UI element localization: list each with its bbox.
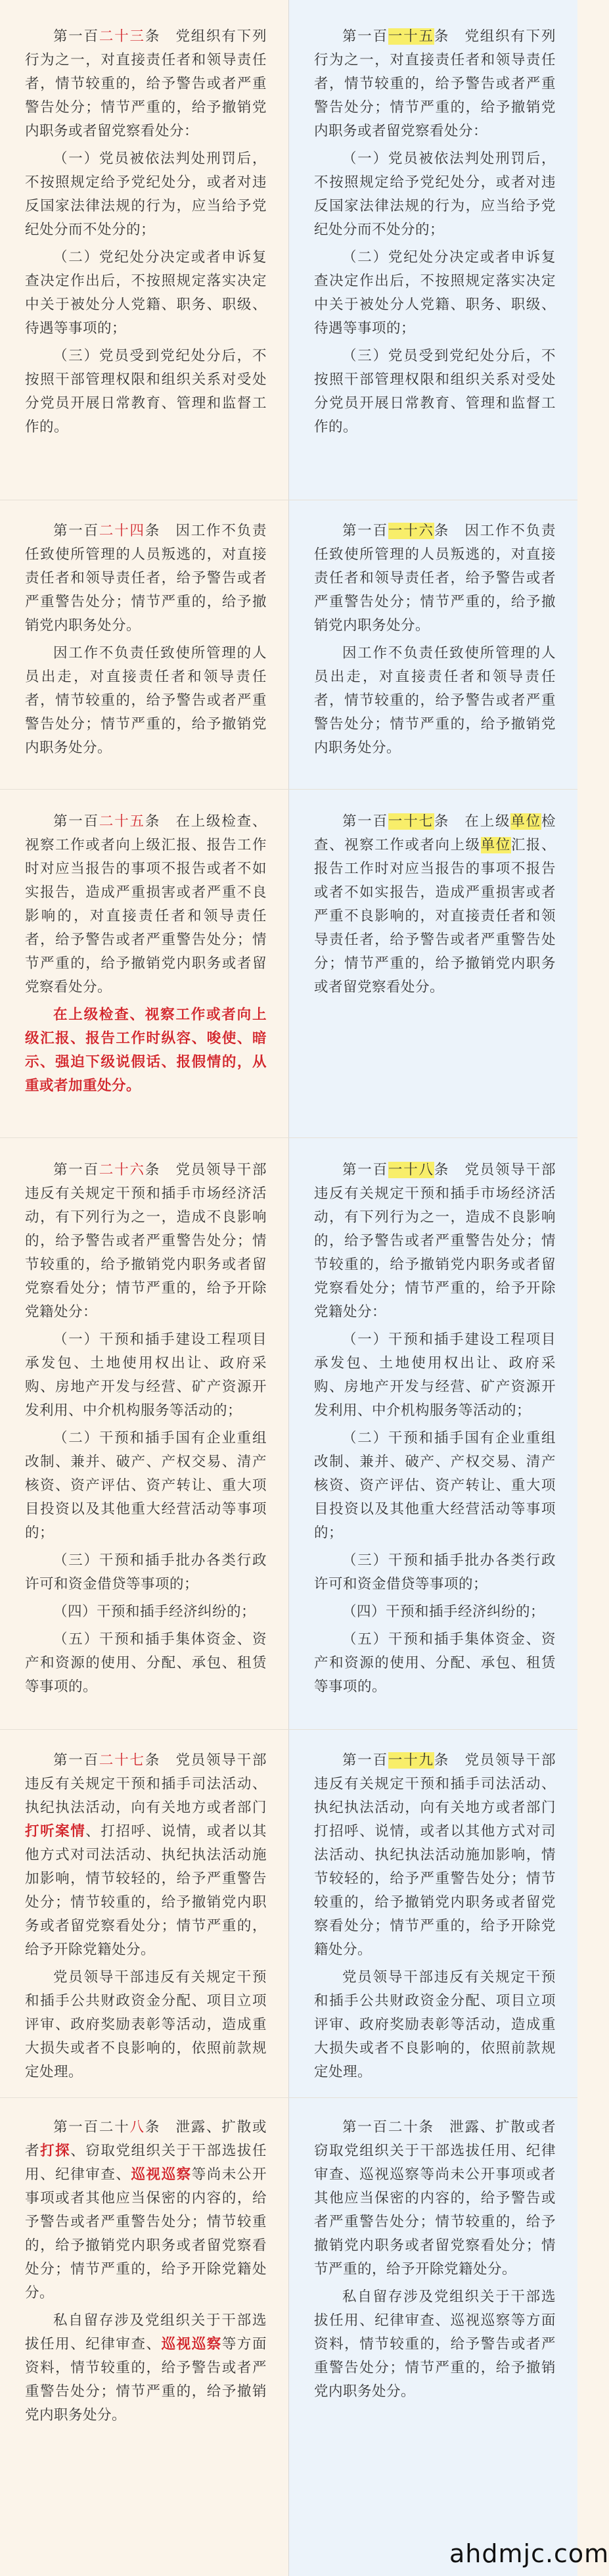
article-paragraph: 党员领导干部违反有关规定干预和插手公共财政资金分配、项目立项评审、政府奖励表彰等活动，造成重大损失或者不良影响的，依照前款规定处理。	[25, 1969, 267, 2080]
article-paragraph: 第一百二十四条 因工作不负责任致使所管理的人员叛逃的，对直接责任者和领导责任者，给予警告或者严重警告处分；情节严重的，给予撤销党内职务处分。	[25, 523, 267, 634]
list-item: （三）干预和插手批办各类行政许可和资金借贷等事项的；	[25, 1552, 267, 1592]
article-115	[314, 25, 556, 443]
article-paragraph: 第一百二十条 泄露、扩散或者窃取党组织关于干部选拔任用、纪律审查、巡视巡察等尚未公开事项或者其他应当保密的内容的，给予警告或者严重警告处分；情节较重的，给予撤销党内职务或者留党察看处分；情节严重的，给予开除党籍处分。	[314, 2119, 556, 2278]
row-separator	[0, 1729, 577, 1730]
list-item: （一）党员被依法判处刑罚后，不按照规定给予党纪处分，或者对违反国家法律法规的行为，应当给予党纪处分而不处分的；	[314, 151, 556, 238]
article-number: 二十四	[99, 523, 145, 539]
article-number: 二十七	[99, 1752, 145, 1769]
article-paragraph: 私自留存涉及党组织关于干部选拔任用、纪律审查、巡视巡察等方面资料，情节较重的，给予警告或者严重警告处分；情节严重的，给予撤销党内职务处分。	[25, 2312, 267, 2423]
list-item: （五）干预和插手集体资金、资产和资源的使用、分配、承包、租赁等事项的。	[314, 1631, 556, 1695]
article-paragraph: 第一百二十三条 党组织有下列行为之一，对直接责任者和领导责任者，情节较重的，给予警告或者严重警告处分；情节严重的，给予撤销党内职务或者留党察看处分：	[25, 28, 267, 139]
list-item: （一）党员被依法判处刑罚后，不按照规定给予党纪处分，或者对违反国家法律法规的行为，应当给予党纪处分而不处分的；	[25, 151, 267, 238]
article-paragraph: 因工作不负责任致使所管理的人员出走，对直接责任者和领导责任者，情节较重的，给予警告或者严重警告处分；情节严重的，给予撤销党内职务处分。	[25, 645, 267, 756]
highlighted-number: 一十八	[388, 1162, 434, 1178]
article-number: 二十五	[99, 813, 145, 830]
article-127	[25, 1749, 267, 2088]
highlighted-number: 一十七	[388, 813, 434, 830]
article-number: 二十三	[99, 28, 145, 45]
article-paragraph: 党员领导干部违反有关规定干预和插手公共财政资金分配、项目立项评审、政府奖励表彰等活动，造成重大损失或者不良影响的，依照前款规定处理。	[314, 1969, 556, 2080]
article-126	[25, 1158, 267, 1703]
article-paragraph: 第一百一十六条 因工作不负责任致使所管理的人员叛逃的，对直接责任者和领导责任者，给予警告或者严重警告处分；情节严重的，给予撤销党内职务处分。	[314, 523, 556, 634]
site-watermark: ahdmjc.com	[449, 2539, 609, 2568]
article-paragraph: 第一百一十五条 党组织有下列行为之一，对直接责任者和领导责任者，情节较重的，给予警告或者严重警告处分；情节严重的，给予撤销党内职务或者留党察看处分：	[314, 28, 556, 139]
list-item: （四）干预和插手经济纠纷的；	[342, 1604, 545, 1620]
column-divider	[288, 0, 289, 2576]
article-119	[314, 1749, 556, 2088]
row-separator	[0, 789, 577, 790]
highlighted-number: 一十五	[388, 28, 434, 45]
article-paragraph: 第一百二十七条 党员领导干部违反有关规定干预和插手司法活动、执纪执法活动，向有关地方或者部门打听案情、打招呼、说情，或者以其他方式对司法活动、执纪执法活动施加影响，情节较轻的，给予严重警告处分；情节较重的，给予撤销党内职务或者留党察看处分；情节严重的，给予开除党籍处分。	[25, 1752, 267, 1958]
article-number: 二十六	[99, 1162, 145, 1178]
article-paragraph: 第一百二十六条 党员领导干部违反有关规定干预和插手市场经济活动，有下列行为之一，造成不良影响的，给予警告或者严重警告处分；情节较重的，给予撤销党内职务或者留党察看处分；情节严重的，给予开除党籍处分：	[25, 1162, 267, 1320]
list-item: （二）党纪处分决定或者申诉复查决定作出后，不按照规定落实决定中关于被处分人党籍、职务、职级、待遇等事项的；	[25, 249, 267, 337]
list-item: （一）干预和插手建设工程项目承发包、土地使用权出让、政府采购、房地产开发与经营、矿产资源开发利用、中介机构服务等活动的；	[25, 1331, 267, 1419]
list-item: （二）党纪处分决定或者申诉复查决定作出后，不按照规定落实决定中关于被处分人党籍、职务、职级、待遇等事项的；	[314, 249, 556, 337]
highlighted-number: 一十九	[388, 1752, 434, 1769]
article-paragraph: 第一百一十七条 在上级单位检查、视察工作或者向上级单位汇报、报告工作时对应当报告的事项不报告或者不如实报告，造成严重损害或者严重不良影响的，对直接责任者和领导责任者，给予警告或者严重警告处分；情节严重的，给予撤销党内职务或者留党察看处分。	[314, 813, 556, 995]
article-paragraph: 因工作不负责任致使所管理的人员出走，对直接责任者和领导责任者，情节较重的，给予警告或者严重警告处分；情节严重的，给予撤销党内职务处分。	[314, 645, 556, 756]
article-number: 八	[129, 2119, 145, 2135]
added-text: 巡视巡察	[161, 2336, 222, 2352]
row-separator	[0, 2097, 577, 2098]
added-text: 巡视巡察	[131, 2166, 192, 2183]
article-118	[314, 1158, 556, 1703]
article-117	[314, 810, 556, 1003]
added-paragraph: 在上级检查、视察工作或者向上级汇报、报告工作时纵容、唆使、暗示、强迫下级说假话、报假情的，从重或者加重处分。	[25, 1007, 267, 1094]
article-125	[25, 810, 267, 1102]
article-paragraph: 第一百二十八条 泄露、扩散或者打探、窃取党组织关于干部选拔任用、纪律审查、巡视巡察等尚未公开事项或者其他应当保密的内容的，给予警告或者严重警告处分；情节较重的，给予撤销党内职务或者留党察看处分；情节严重的，给予开除党籍处分。	[25, 2119, 267, 2301]
list-item: （三）党员受到党纪处分后，不按照干部管理权限和组织关系对受处分党员开展日常教育、管理和监督工作的。	[25, 348, 267, 435]
list-item: （三）干预和插手批办各类行政许可和资金借贷等事项的；	[314, 1552, 556, 1592]
row-separator	[0, 1137, 577, 1138]
highlighted-number: 一十六	[388, 523, 434, 539]
article-124	[25, 519, 267, 764]
article-paragraph: 私自留存涉及党组织关于干部选拔任用、纪律审查、巡视巡察等方面资料，情节较重的，给予警告或者严重警告处分；情节严重的，给予撤销党内职务处分。	[314, 2289, 556, 2400]
article-paragraph: 第一百一十八条 党员领导干部违反有关规定干预和插手市场经济活动，有下列行为之一，造成不良影响的，给予警告或者严重警告处分；情节较重的，给予撤销党内职务或者留党察看处分；情节严重的，给予开除党籍处分：	[314, 1162, 556, 1320]
list-item: （五）干预和插手集体资金、资产和资源的使用、分配、承包、租赁等事项的。	[25, 1631, 267, 1695]
added-text: 打探	[40, 2143, 71, 2159]
article-paragraph: 第一百二十五条 在上级检查、视察工作或者向上级汇报、报告工作时对应当报告的事项不报告或者不如实报告，造成严重损害或者严重不良影响的，对直接责任者和领导责任者，给予警告或者严重警告处分；情节严重的，给予撤销党内职务或者留党察看处分。	[25, 813, 267, 995]
article-128	[25, 2116, 267, 2431]
list-item: （二）干预和插手国有企业重组改制、兼并、破产、产权交易、清产核资、资产评估、资产转让、重大项目投资以及其他重大经营活动等事项的；	[314, 1430, 556, 1541]
added-text: 打听案情	[25, 1823, 86, 1840]
article-116	[314, 519, 556, 764]
list-item: （一）干预和插手建设工程项目承发包、土地使用权出让、政府采购、房地产开发与经营、矿产资源开发利用、中介机构服务等活动的；	[314, 1331, 556, 1419]
highlighted-text: 单位	[510, 813, 541, 830]
article-123	[25, 25, 267, 443]
article-120	[314, 2116, 556, 2408]
highlighted-text: 单位	[480, 837, 511, 853]
list-item: （二）干预和插手国有企业重组改制、兼并、破产、产权交易、清产核资、资产评估、资产转让、重大项目投资以及其他重大经营活动等事项的；	[25, 1430, 267, 1541]
list-item: （三）党员受到党纪处分后，不按照干部管理权限和组织关系对受处分党员开展日常教育、管理和监督工作的。	[314, 348, 556, 435]
list-item: （四）干预和插手经济纠纷的；	[53, 1604, 256, 1620]
article-paragraph: 第一百一十九条 党员领导干部违反有关规定干预和插手司法活动、执纪执法活动，向有关地方或者部门打招呼、说情，或者以其他方式对司法活动、执纪执法活动施加影响，情节较轻的，给予严重警告处分；情节较重的，给予撤销党内职务或者留党察看处分；情节严重的，给予开除党籍处分。	[314, 1752, 556, 1958]
